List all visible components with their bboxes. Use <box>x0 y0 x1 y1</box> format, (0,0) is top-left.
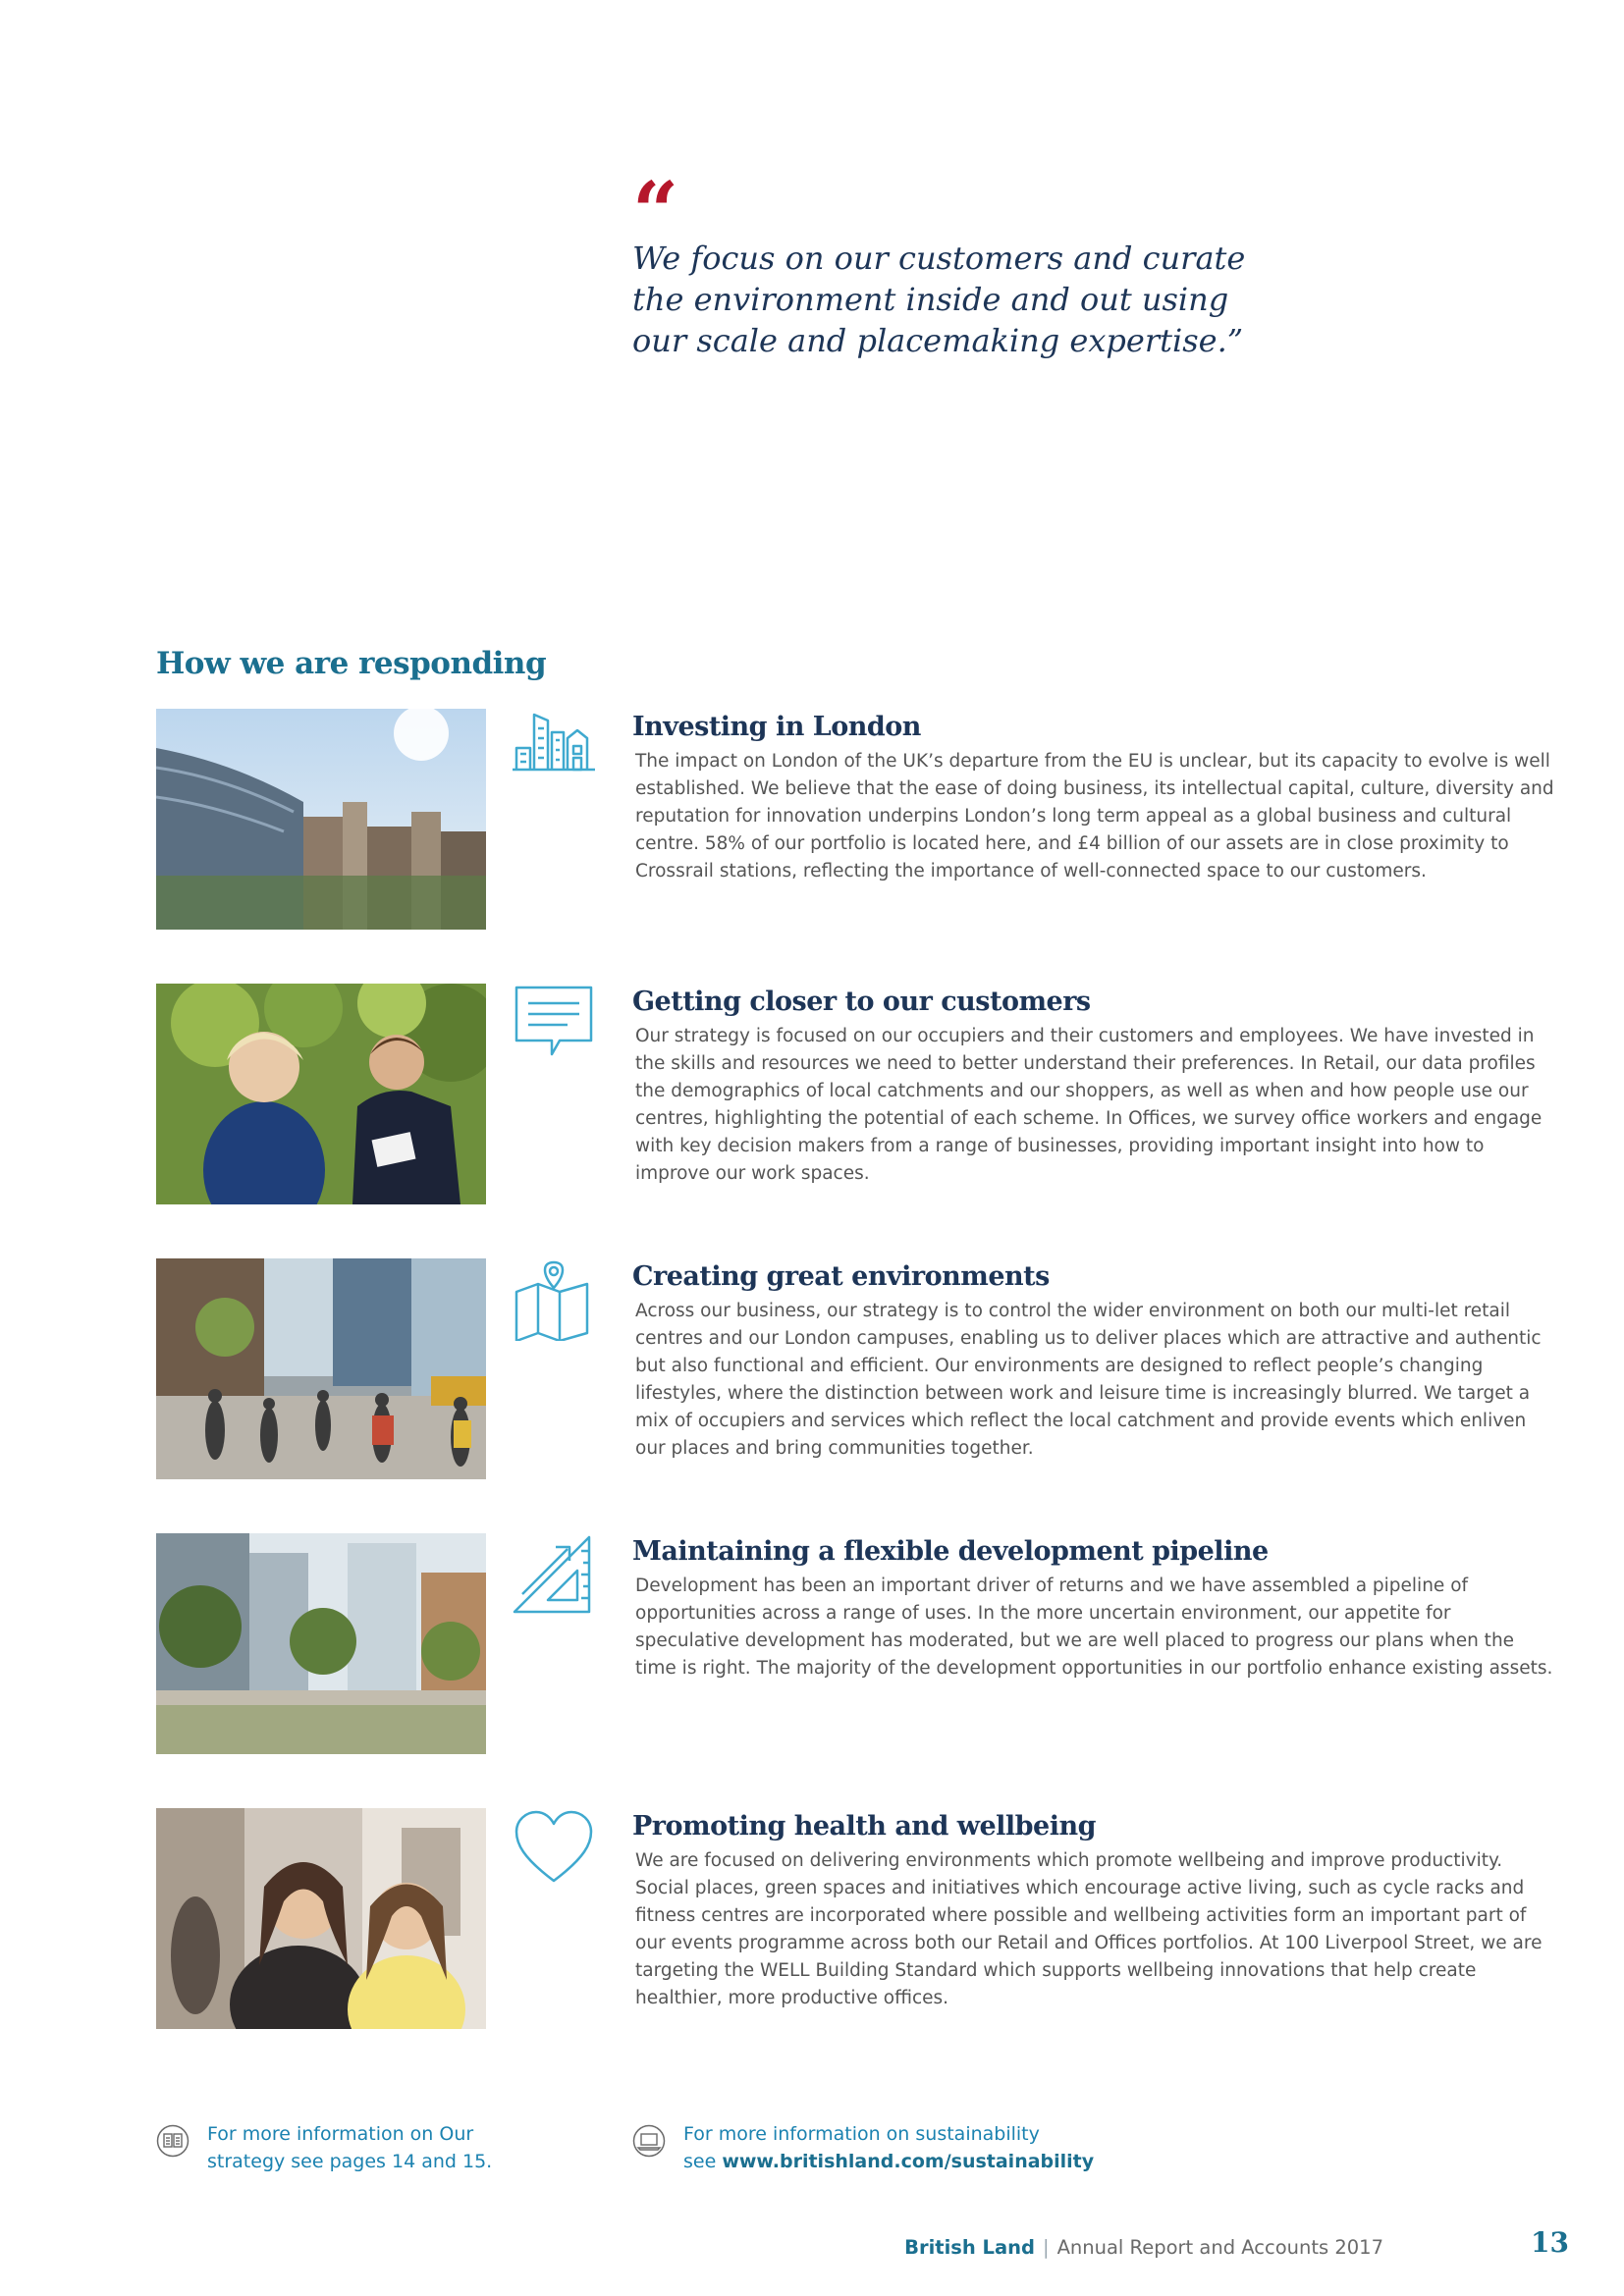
response-item-london <box>156 709 1554 930</box>
response-item-wellbeing <box>156 1808 1550 2029</box>
strategy-info-text <box>207 2120 492 2175</box>
sustainability-info-line <box>683 2148 1094 2175</box>
section-heading: How we are responding <box>156 646 547 681</box>
item-body: Development has been an important driver of returns and we have assembled a pipeline of opportunities across a range of uses. In the more uncertain environment, our appetite for speculative development has moderated, but we are well placed to progress our plans when the time is right. The majority of the development opportunities in our portfolio enhance existing assets. <box>635 1575 1553 1679</box>
quote-line: We focus on our customers and curate <box>632 240 1246 277</box>
laptop-icon <box>632 2124 666 2158</box>
item-title: Promoting health and wellbeing <box>632 1811 1096 1842</box>
city-buildings-icon <box>513 709 595 791</box>
street-scene-photo <box>156 1258 486 1479</box>
item-title: Creating great environments <box>632 1261 1050 1292</box>
quote-line: our scale and placemaking expertise.” <box>632 322 1244 359</box>
response-item-environments <box>156 1258 1550 1479</box>
response-item-pipeline <box>156 1533 1553 1754</box>
brand-name: British Land <box>904 2236 1035 2259</box>
item-body: The impact on London of the UK’s departure from the EU is unclear, but its capacity to evolve is well established. We believe that the ease of doing business, its intellectual capital, culture, diversity and reputation for innovation underpins London’s long term appeal as a global business and cultural centre. 58% of our portfolio is located here, and £4 billion of our assets are in close proximity to Crossrail stations, reflecting the importance of well-connected space to our customers. <box>635 751 1554 881</box>
sustainability-info-text <box>683 2120 1094 2175</box>
item-body: Our strategy is focused on our occupiers and their customers and employees. We have invested in the skills and resources we need to better understand their preferences. In Retail, our data profiles the demographics of local catchments and our shoppers, as well as when and how people use our centres, highlighting the potential of each scheme. In Offices, we survey office workers and engage with key decision makers from a range of businesses, providing important insight into how to improve our work spaces. <box>635 1026 1543 1184</box>
heart-icon <box>513 1808 595 1891</box>
item-body: Across our business, our strategy is to control the wider environment on both our multi-let retail centres and our London campuses, enabling us to deliver places which are attractive and authentic but also functional and efficient. Our environments are designed to reflect people’s changing lifestyles, where the distinction between work and leisure time is increasingly blurred. We target a mix of occupiers and services which reflect the local catchment and provide events which enliven our places and bring communities together. <box>635 1301 1542 1459</box>
sustainability-link[interactable]: www.britishland.com/sustainability <box>722 2151 1095 2172</box>
map-pin-icon <box>513 1258 595 1341</box>
strategy-info-line: For more information on Our <box>207 2123 474 2145</box>
strategy-info-line: strategy see pages 14 and 15. <box>207 2151 493 2172</box>
customers-conversation-photo <box>156 984 486 1204</box>
quote-line: the environment inside and out using <box>632 281 1229 318</box>
development-rendering-photo <box>156 1533 486 1754</box>
london-skyline-photo <box>156 709 486 930</box>
report-title: Annual Report and Accounts 2017 <box>1056 2236 1383 2259</box>
response-item-customers <box>156 984 1550 1204</box>
footer-separator: | <box>1042 2236 1050 2259</box>
page-footer <box>904 2236 1383 2259</box>
item-title: Maintaining a flexible development pipeline <box>632 1536 1269 1567</box>
set-square-ruler-icon <box>513 1533 595 1616</box>
sustainability-link-prefix: see <box>683 2151 723 2172</box>
quote-text <box>632 238 1320 361</box>
book-icon <box>156 2124 189 2158</box>
item-body: We are focused on delivering environments which promote wellbeing and improve productivity. Social places, green spaces and initiatives which encourage active living, such as cycle racks and fitness centres are incorporated where possible and wellbeing activities form an important part of our events programme across both our Retail and Offices portfolios. At 100 Liverpool Street, we are targeting the WELL Building Standard which supports wellbeing innovations that help create healthier, more productive offices. <box>635 1850 1543 2008</box>
page-number: 13 <box>1531 2226 1569 2259</box>
wellbeing-friends-photo <box>156 1808 486 2029</box>
pull-quote <box>632 165 1320 361</box>
speech-bubble-icon <box>513 984 595 1066</box>
item-title: Getting closer to our customers <box>632 987 1091 1017</box>
quote-mark: “ <box>632 165 679 259</box>
item-title: Investing in London <box>632 712 921 742</box>
sustainability-info-line: For more information on sustainability <box>683 2123 1040 2145</box>
